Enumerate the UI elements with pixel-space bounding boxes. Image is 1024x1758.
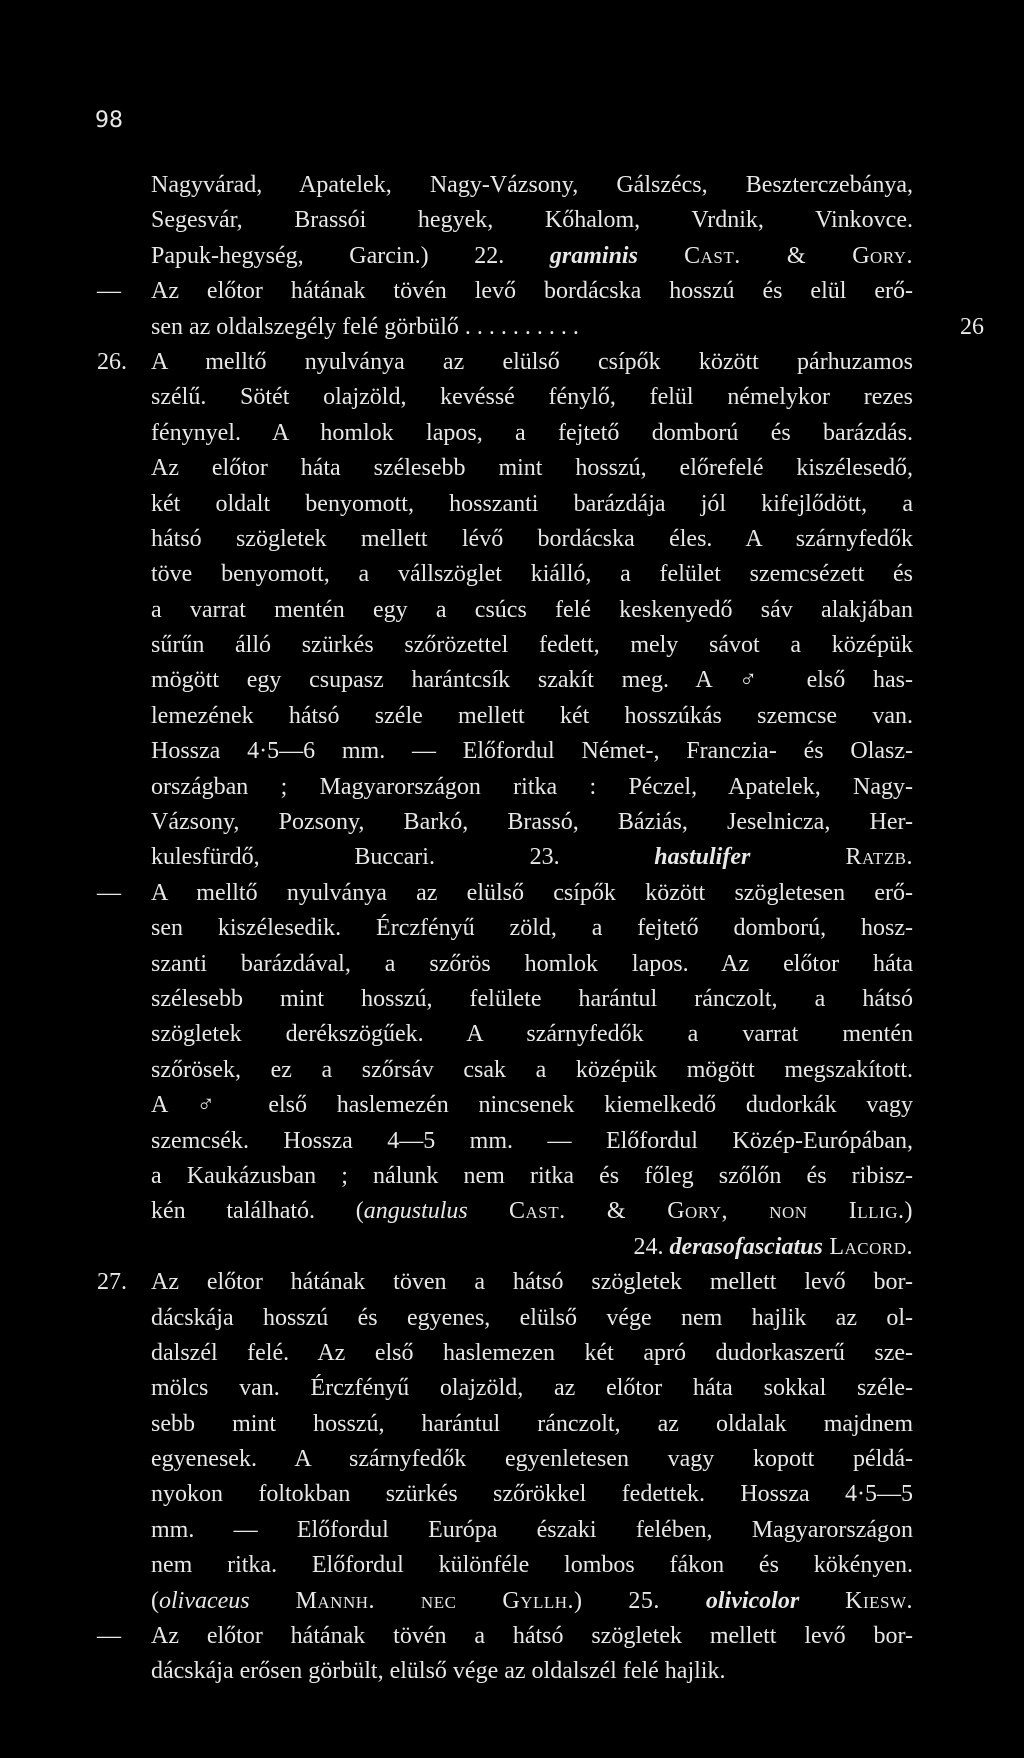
line-text: 24.	[633, 1233, 670, 1260]
line-text: mm. — Előfordul Európa északi felében, Magyarországon	[151, 1516, 913, 1543]
text-line	[0, 770, 1024, 805]
line-content	[151, 274, 913, 309]
text-line	[0, 274, 1024, 309]
line-content	[151, 947, 913, 982]
line-text: Nagyvárad, Apatelek, Nagy-Vázsony, Gálszécs, Beszterczebánya,	[151, 172, 913, 198]
line-text: kén található. (	[151, 1198, 364, 1225]
text-line	[0, 1017, 1024, 1052]
line-content	[151, 840, 913, 875]
line-content	[151, 168, 913, 203]
line-content	[151, 1124, 913, 1159]
line-content	[151, 1619, 913, 1654]
line-text: lemezének hátsó széle mellett két hosszúkás szemcse van.	[151, 702, 913, 729]
line-content	[151, 1194, 913, 1229]
line-content	[151, 380, 913, 415]
line-text: Az előtor hátának töven a hátsó szögletek mellett levő bor-	[151, 1269, 913, 1296]
text-line	[0, 1584, 1024, 1619]
text-line	[0, 522, 1024, 557]
line-content	[151, 1513, 913, 1548]
italic-name: olivaceus	[159, 1587, 250, 1614]
text-line	[0, 593, 1024, 628]
author-name: Cast. & Gory, non Illig.)	[467, 1198, 913, 1225]
line-marker: 27.	[97, 1269, 127, 1296]
text-line	[0, 310, 1024, 345]
line-text: kulesfürdő, Buccari. 23.	[151, 844, 655, 871]
line-content	[151, 1548, 913, 1583]
line-content	[151, 416, 913, 451]
line-content	[151, 487, 913, 522]
line-text: szemcsék. Hossza 4—5 mm. — Előfordul Közép-Európában,	[151, 1127, 913, 1154]
line-text: Hossza 4·5—6 mm. — Előfordul Német-, Franczia- és Olasz-	[151, 738, 913, 765]
line-content	[151, 1053, 913, 1088]
text-line	[0, 168, 1024, 203]
text-line	[0, 239, 1024, 274]
text-line	[0, 1301, 1024, 1336]
line-content	[151, 1407, 913, 1442]
line-text: (	[151, 1587, 159, 1614]
text-line	[0, 805, 1024, 840]
line-content	[151, 1301, 913, 1336]
text-line	[0, 699, 1024, 734]
text-line	[0, 1619, 1024, 1654]
line-content	[151, 805, 913, 840]
line-text: egyenesek. A szárnyfedők egyenletesen vagy kopott példá-	[151, 1446, 913, 1473]
line-content	[151, 1159, 913, 1194]
body-text	[0, 168, 1024, 1690]
text-line	[0, 1124, 1024, 1159]
line-content	[151, 522, 913, 557]
line-text: a Kaukázusban ; nálunk nem ritka és főleg szőlőn és ribisz-	[151, 1162, 913, 1189]
text-line	[0, 1088, 1024, 1123]
line-text: sen az oldalszegély felé görbülő . . . . . . . . . .	[151, 313, 579, 340]
line-text: szanti barázdával, a szőrös homlok lapos. Az előtor háta	[151, 950, 913, 977]
page-number: 98	[95, 108, 123, 133]
line-text: Az előtor háta szélesebb mint hosszú, előrefelé kiszélesedő,	[151, 455, 913, 482]
line-text: dácskája hosszú és egyenes, elülső vége nem hajlik az ol-	[151, 1304, 913, 1331]
line-text: sen kiszélesedik. Érczfényű zöld, a fejtető domború, hosz-	[151, 915, 913, 942]
text-line	[0, 734, 1024, 769]
line-text: sebb mint hosszú, harántul ránczolt, az oldalak majdnem	[151, 1410, 913, 1437]
species-name: graminis	[549, 242, 638, 269]
line-content	[151, 1088, 913, 1123]
text-line	[0, 1336, 1024, 1371]
line-text: fénynyel. A homlok lapos, a fejtető domború és barázdás.	[151, 419, 913, 446]
text-line	[0, 451, 1024, 486]
line-text: dalszél felé. Az első haslemezen két apró dudorkaszerű sze-	[151, 1339, 913, 1366]
author-name: Lacord.	[822, 1233, 913, 1260]
author-name: Ratzb.	[750, 844, 913, 871]
text-line	[0, 416, 1024, 451]
line-content	[151, 628, 913, 663]
line-content	[151, 1336, 913, 1371]
text-line	[0, 1477, 1024, 1512]
text-line	[0, 840, 1024, 875]
line-content	[151, 557, 913, 592]
line-text: Az előtor hátának tövén a hátsó szögletek mellett levő bor-	[151, 1623, 913, 1650]
line-marker: —	[97, 879, 121, 906]
line-text: két oldalt benyomott, hosszanti barázdája jól kifejlődött, a	[151, 490, 913, 517]
line-content	[151, 310, 913, 345]
line-content	[151, 345, 913, 380]
line-marker: —	[97, 278, 121, 305]
line-text: töve benyomott, a vállszöglet kiálló, a felület szemcsézett és	[151, 561, 913, 588]
key-reference: 26	[960, 313, 984, 340]
text-line	[0, 663, 1024, 698]
line-text: A melltő nyulványa az elülső csípők között párhuzamos	[151, 348, 913, 375]
line-text: mölcs van. Érczfényű olajzöld, az előtor háta sokkal széle-	[151, 1375, 913, 1402]
text-line	[0, 1513, 1024, 1548]
line-content	[151, 770, 913, 805]
line-content	[151, 451, 913, 486]
text-line	[0, 947, 1024, 982]
species-name: olivicolor	[705, 1587, 800, 1614]
line-content	[151, 1230, 913, 1265]
species-name: derasofasciatus	[669, 1233, 823, 1260]
line-text: nyokon foltokban szürkés szőrökkel fedettek. Hossza 4·5—5	[151, 1481, 913, 1508]
text-line	[0, 982, 1024, 1017]
text-line	[0, 380, 1024, 415]
text-line	[0, 1442, 1024, 1477]
line-content	[151, 663, 913, 698]
line-content	[151, 593, 913, 628]
line-text: szögletek derékszögűek. A szárnyfedők a varrat mentén	[151, 1021, 913, 1048]
line-text: szőrösek, ez a szőrsáv csak a középük mögött megszakított.	[151, 1056, 913, 1083]
line-content	[151, 734, 913, 769]
author-name: Mannh. nec Gyllh.) 25.	[249, 1587, 706, 1614]
line-content	[151, 911, 913, 946]
text-line	[0, 911, 1024, 946]
text-line	[0, 1053, 1024, 1088]
text-line	[0, 1654, 1024, 1689]
line-content	[151, 1265, 913, 1300]
line-text: nem ritka. Előfordul különféle lombos fákon és kökényen.	[151, 1552, 913, 1579]
line-text: dácskája erősen görbült, elülső vége az oldalszél felé hajlik.	[151, 1658, 726, 1685]
text-line	[0, 345, 1024, 380]
line-content	[151, 203, 913, 238]
line-text: Papuk-hegység, Garcin.) 22.	[151, 242, 550, 269]
line-content	[151, 239, 913, 274]
text-line	[0, 1230, 1024, 1265]
line-text: országban ; Magyarországon ritka : Péczel, Apatelek, Nagy-	[151, 773, 913, 800]
italic-name: angustulus	[363, 1198, 468, 1225]
line-content	[151, 1442, 913, 1477]
species-name: hastulifer	[654, 844, 751, 871]
line-text: A ♂ első haslemezén nincsenek kiemelkedő dudorkák vagy	[151, 1092, 913, 1119]
line-text: Segesvár, Brassói hegyek, Kőhalom, Vrdnik, Vinkovce.	[151, 207, 913, 234]
line-text: hátsó szögletek mellett lévő bordácska éles. A szárnyfedők	[151, 525, 913, 552]
line-content	[151, 1371, 913, 1406]
text-line	[0, 203, 1024, 238]
text-line	[0, 628, 1024, 663]
text-line	[0, 1371, 1024, 1406]
text-line	[0, 487, 1024, 522]
line-marker: 26.	[97, 348, 127, 375]
text-line	[0, 1548, 1024, 1583]
author-name: Kiesw.	[799, 1587, 913, 1614]
text-line	[0, 557, 1024, 592]
line-text: szélű. Sötét olajzöld, kevéssé fénylő, felül némelykor rezes	[151, 384, 913, 411]
text-line	[0, 1159, 1024, 1194]
line-text: a varrat mentén egy a csúcs felé keskenyedő sáv alakjában	[151, 596, 913, 623]
line-content	[151, 1584, 913, 1619]
line-content	[151, 1654, 913, 1689]
line-text: szélesebb mint hosszú, felülete harántul ránczolt, a hátsó	[151, 985, 913, 1012]
line-text: sűrűn álló szürkés szőrözettel fedett, mely sávot a középük	[151, 632, 913, 659]
text-line	[0, 1265, 1024, 1300]
line-content	[151, 699, 913, 734]
line-content	[151, 876, 913, 911]
text-line	[0, 1194, 1024, 1229]
line-marker: —	[97, 1623, 121, 1650]
line-text: Vázsony, Pozsony, Barkó, Brassó, Báziás, Jeselnicza, Her-	[151, 809, 913, 836]
line-content	[151, 982, 913, 1017]
author-name: Cast. & Gory.	[637, 242, 913, 269]
line-content	[151, 1477, 913, 1512]
text-line	[0, 1407, 1024, 1442]
line-text: Az előtor hátának tövén levő bordácska hosszú és elül erő-	[151, 278, 913, 305]
line-content	[151, 1017, 913, 1052]
line-text: mögött egy csupasz harántcsík szakít meg. A ♂ első has-	[151, 667, 913, 694]
text-line	[0, 876, 1024, 911]
line-text: A melltő nyulványa az elülső csípők között szögletesen erő-	[151, 879, 913, 906]
